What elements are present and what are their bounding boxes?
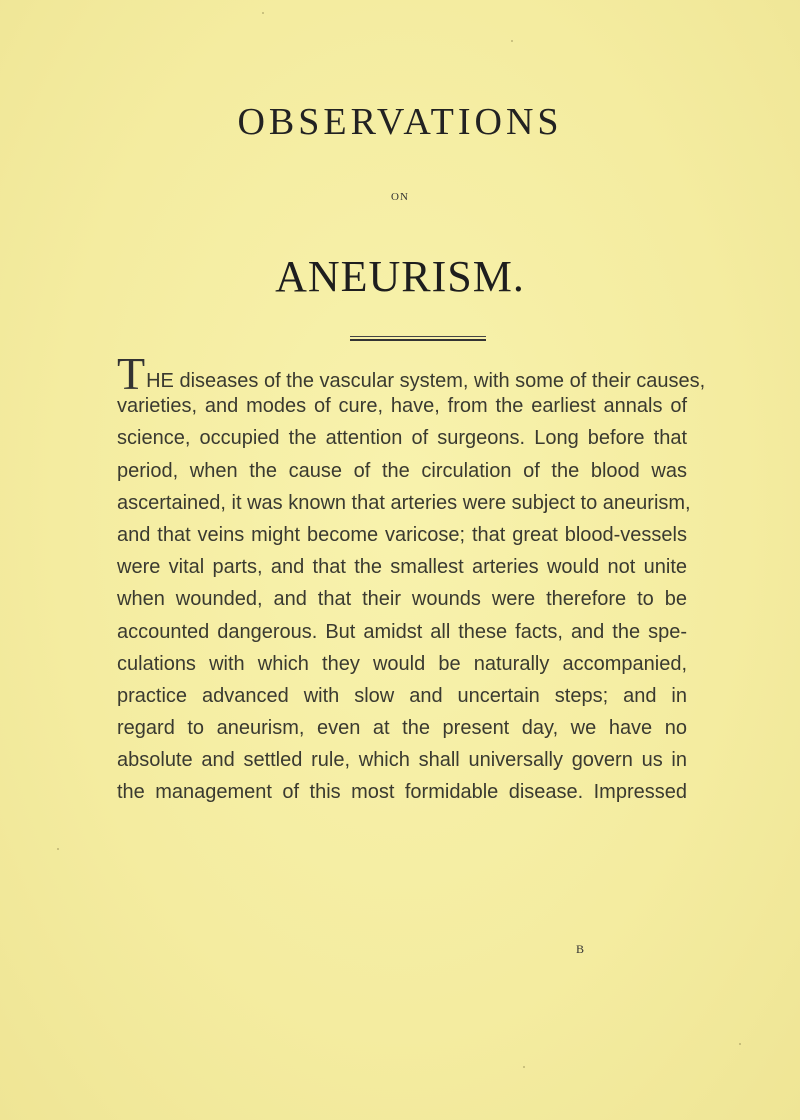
text-line: accounted dangerous. But amidst all these facts, and the spe- bbox=[117, 620, 687, 643]
text-line: regard to aneurism, even at the present day, we have no bbox=[117, 717, 687, 740]
decorative-rule bbox=[350, 336, 486, 340]
text-line: ascertained, it was known that arteries were subject to aneurism, bbox=[117, 491, 691, 514]
body-paragraph bbox=[117, 348, 706, 809]
paper-speck bbox=[511, 40, 513, 42]
text-line: and that veins might become varicose; that great blood-vessels bbox=[117, 523, 687, 546]
text-line: varieties, and modes of cure, have, from the earliest annals of bbox=[117, 395, 687, 418]
title-observations: OBSERVATIONS bbox=[237, 101, 563, 143]
text-line: when wounded, and that their wounds were therefore to be bbox=[117, 588, 687, 611]
paper-speck bbox=[262, 12, 264, 14]
paper-speck bbox=[523, 1066, 525, 1068]
text-line: the management of this most formidable disease. Impressed bbox=[117, 781, 687, 804]
text-line: absolute and settled rule, which shall universally govern us in bbox=[117, 749, 687, 772]
text-line: were vital parts, and that the smallest arteries would not unite bbox=[117, 556, 687, 579]
text-line: practice advanced with slow and uncertain steps; and in bbox=[117, 684, 687, 707]
text-line: period, when the cause of the circulation of the blood was bbox=[117, 459, 687, 482]
signature-mark: B bbox=[576, 942, 585, 956]
paper-speck bbox=[57, 848, 59, 850]
text-line: science, occupied the attention of surgeons. Long before that bbox=[117, 427, 687, 450]
title-on: ON bbox=[391, 191, 409, 203]
text-line: culations with which they would be naturally accompanied, bbox=[117, 652, 687, 675]
title-aneurism: ANEURISM. bbox=[275, 252, 525, 301]
text-line bbox=[117, 348, 706, 399]
paper-speck bbox=[739, 1043, 741, 1045]
first-line-text: HE diseases of the vascular system, with some of their causes, bbox=[146, 370, 706, 392]
drop-cap: T bbox=[117, 348, 146, 399]
